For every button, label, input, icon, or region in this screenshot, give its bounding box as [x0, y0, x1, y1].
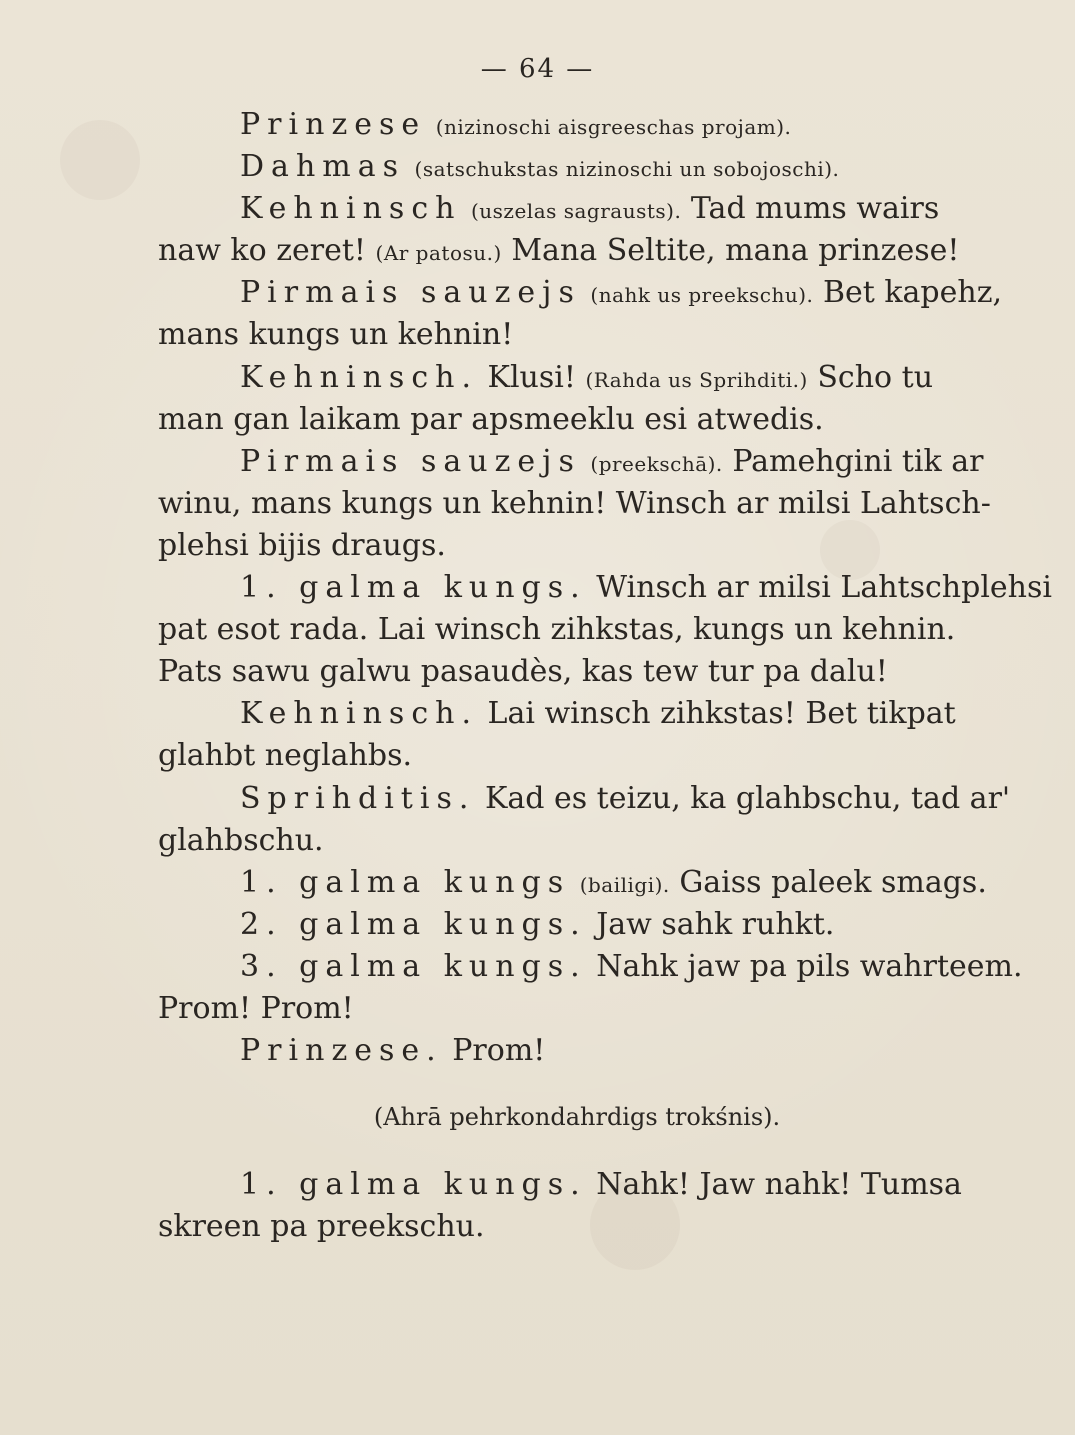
dialogue-text: Prom! Prom! [158, 990, 354, 1026]
text-line [158, 314, 998, 356]
dialogue-text: Tad mums wairs [690, 191, 940, 227]
speaker-name: Sprihditis. [240, 780, 476, 816]
dialogue-text: Scho tu [817, 359, 934, 395]
dialogue-text: glahbt neglahbs. [158, 738, 413, 774]
dialogue-text: Prom! [452, 1033, 546, 1069]
text-line [158, 399, 998, 441]
text-line [158, 146, 998, 188]
dialogue-text: Klusi! [487, 359, 576, 395]
text-line [158, 693, 998, 735]
text-line [158, 1030, 998, 1072]
speaker-name: Prinzese. [240, 1033, 443, 1069]
speaker-name: 3. galma kungs. [240, 948, 587, 984]
text-line [158, 946, 1023, 988]
text-line [158, 441, 998, 483]
stage-direction: (bailigi). [579, 872, 670, 897]
dialogue-text: skreen pa preekschu. [158, 1209, 485, 1245]
dialogue-text: plehsi bijis draugs. [158, 527, 446, 563]
dialogue-text: Nahk! Jaw nahk! Tumsa [596, 1167, 962, 1203]
text-line [158, 651, 998, 693]
text-line [158, 357, 998, 399]
text-line [158, 778, 1011, 820]
stage-direction: (Rahda us Sprihditi.) [585, 367, 808, 392]
text-line [158, 1164, 998, 1206]
speaker-name: 1. galma kungs [240, 864, 571, 900]
text-line [158, 988, 998, 1030]
text-line [158, 820, 998, 862]
main-text [158, 104, 1052, 1248]
dialogue-text: naw ko zeret! [158, 233, 366, 269]
text-line [158, 483, 998, 525]
speaker-name: 1. galma kungs. [240, 1167, 587, 1203]
stage-direction: (Ahrā pehrkondahrdigs trokśnis). [373, 1103, 781, 1132]
speaker-name: Kehninsch [240, 191, 462, 227]
text-line [158, 272, 1003, 314]
speaker-name: 2. galma kungs. [240, 906, 587, 942]
dialogue-text: Kad es teizu, ka glahbschu, tad ar' [484, 780, 1011, 816]
speaker-name: Pirmais sauzejs [240, 275, 581, 311]
text-line [158, 567, 1052, 609]
paper-stain [60, 120, 140, 200]
dialogue-text: Jaw sahk ruhkt. [596, 906, 835, 942]
text-line [158, 230, 998, 272]
text-line [158, 862, 998, 904]
text-line [158, 735, 998, 777]
text-line [158, 188, 998, 230]
dialogue-text: Bet kapehz, [822, 275, 1003, 311]
dialogue-text: winu, mans kungs un kehnin! Winsch ar milsi Lahtsch- [158, 485, 991, 521]
dialogue-text: Pats sawu galwu pasaudès, kas tew tur pa dalu! [158, 654, 888, 690]
dialogue-text: man gan laikam par apsmeeklu esi atwedis. [158, 401, 824, 437]
stage-direction: (satschukstas nizinoschi un sobojoschi). [414, 157, 840, 182]
dialogue-text: mans kungs un kehnin! [158, 317, 514, 353]
text-line [158, 104, 998, 146]
speaker-name: Kehninsch. [240, 696, 478, 732]
stage-direction: (uszelas sagrausts). [470, 199, 682, 224]
text-line [158, 1206, 998, 1248]
page-number: — 64 — [480, 54, 595, 84]
stage-direction: (nizinoschi aisgreeschas projam). [435, 115, 792, 139]
dialogue-text: Nahk jaw pa pils wahrteem. [596, 948, 1023, 984]
dialogue-text: Pamehgini tik ar [732, 443, 984, 479]
dialogue-text: glahbschu. [158, 822, 324, 858]
stage-direction-line [158, 1096, 996, 1138]
speaker-name: 1. galma kungs. [240, 570, 587, 606]
text-line [158, 525, 998, 567]
speaker-name: Pirmais sauzejs [240, 443, 581, 479]
dialogue-text: Winsch ar milsi Lahtschplehsi [596, 570, 1052, 606]
dialogue-text: Mana Seltite, mana prinzese! [511, 233, 960, 269]
dialogue-text: Gaiss paleek smags. [679, 864, 987, 900]
stage-direction: (Ar patosu.) [375, 241, 502, 266]
stage-direction: (preekschā). [590, 451, 723, 476]
speaker-name: Dahmas [240, 149, 405, 185]
text-line [158, 609, 998, 651]
dialogue-text: Lai winsch zihkstas! Bet tikpat [487, 696, 956, 732]
stage-direction: (nahk us preekschu). [590, 283, 814, 308]
dialogue-text: pat esot rada. Lai winsch zihkstas, kungs un kehnin. [158, 612, 956, 648]
text-line [158, 904, 998, 946]
speaker-name: Prinzese [240, 107, 427, 142]
speaker-name: Kehninsch. [240, 359, 478, 395]
